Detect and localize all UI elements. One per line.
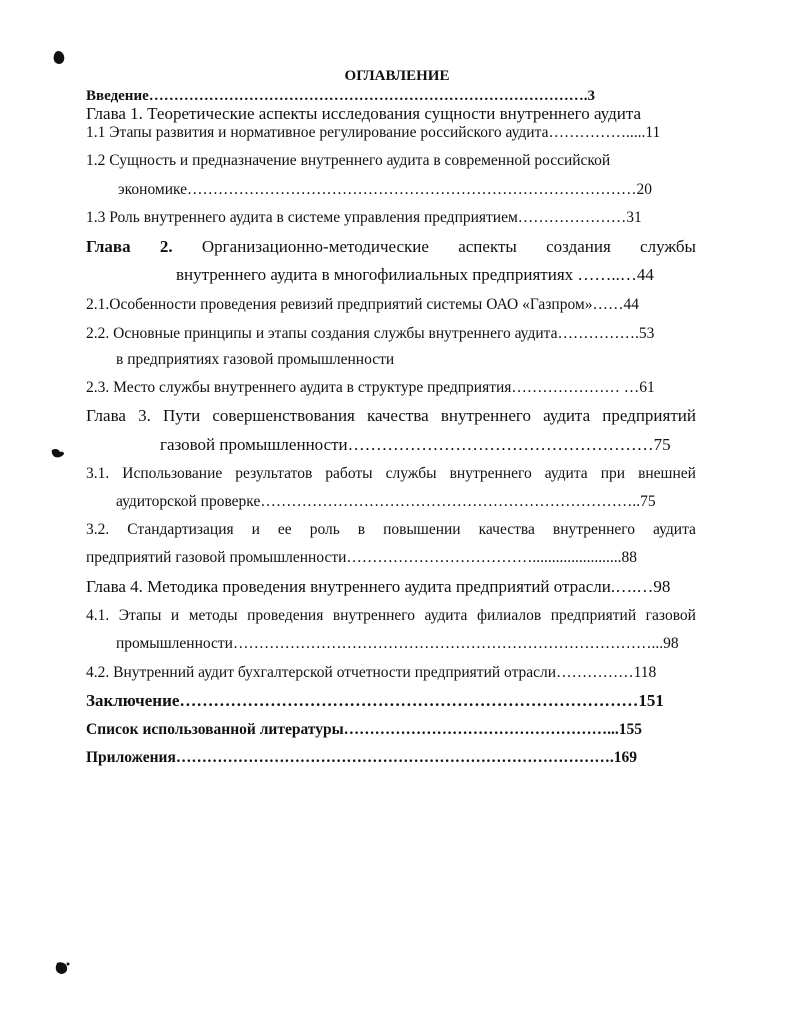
toc-section-2-3: 2.3. Место службы внутреннего аудита в структуре предприятия………………… …61 <box>86 379 655 396</box>
word: аудита <box>424 607 468 624</box>
toc-section-4-2: 4.2. Внутренний аудит бухгалтерской отчетности предприятий отрасли……………118 <box>86 664 657 681</box>
word: 3. <box>138 406 151 425</box>
word: аудита <box>653 521 696 538</box>
toc-chapter-2-line1 <box>86 238 696 256</box>
word: Использование <box>122 465 223 482</box>
word: службы <box>640 237 696 256</box>
word: Глава <box>86 406 126 425</box>
word: ее <box>277 521 292 538</box>
word: внутреннего <box>449 465 532 482</box>
word: филиалов <box>476 607 542 624</box>
word: внутреннего <box>552 521 636 538</box>
word: 3.2. <box>86 521 110 538</box>
word: внешней <box>638 465 696 482</box>
toc-chapter-3-line1 <box>86 407 696 425</box>
toc-conclusion: Заключение………………………………………………………………………151 <box>86 691 664 710</box>
word: Стандартизация <box>127 521 234 538</box>
ink-blot-left-middle <box>50 446 66 460</box>
toc-section-3-2-line2: предприятий газовой промышленности……………………………….......................88 <box>86 549 638 566</box>
toc-section-1-1: 1.1 Этапы развития и нормативное регулирование российского аудита…………….....11 <box>86 124 661 141</box>
toc-chapter-1: Глава 1. Теоретические аспекты исследования сущности внутреннего аудита <box>86 104 642 123</box>
toc-references: Список использованной литературы……………………………………………...155 <box>86 721 643 738</box>
ink-blot-bottom-left <box>54 960 70 976</box>
word: качества <box>478 521 535 538</box>
word: аудита <box>544 465 588 482</box>
toc-chapter-4: Глава 4. Методика проведения внутреннего аудита предприятий отрасли.….…98 <box>86 577 671 596</box>
toc-introduction: Введение…………………………………………………………………………….3 <box>86 88 596 104</box>
toc-section-3-1-line1 <box>86 465 696 483</box>
word: работы <box>325 465 373 482</box>
word: внутреннего <box>440 406 531 425</box>
toc-chapter-2-line2: внутреннего аудита в многофилиальных предприятиях ……..…44 <box>176 265 654 284</box>
word: Этапы <box>118 607 162 624</box>
word: проведения <box>247 607 324 624</box>
word: совершенствования <box>212 406 355 425</box>
toc-section-2-1: 2.1.Особенности проведения ревизий предприятий системы ОАО «Газпром»……44 <box>86 296 639 313</box>
word: предприятий <box>550 607 637 624</box>
toc-section-4-1-line1 <box>86 607 696 625</box>
word: Глава <box>86 237 131 256</box>
page-title: ОГЛАВЛЕНИЕ <box>344 68 450 84</box>
word: аудита <box>543 406 591 425</box>
toc-appendices: Приложения………………………………………………………………………….169 <box>86 749 637 766</box>
word: качества <box>367 406 429 425</box>
word: внутреннего <box>332 607 416 624</box>
word: Организационно-методические <box>201 237 429 256</box>
toc-section-2-2-line1: 2.2. Основные принципы и этапы создания службы внутреннего аудита…………….53 <box>86 325 655 342</box>
word: аспекты <box>458 237 517 256</box>
word: службы <box>385 465 437 482</box>
word: 3.1. <box>86 465 110 482</box>
word: результатов <box>235 465 313 482</box>
toc-section-4-1-line2: промышленности………………………………………………………………………...98 <box>116 635 679 652</box>
word: в <box>357 521 366 538</box>
toc-section-1-2-line1: 1.2 Сущность и предназначение внутреннего аудита в современной российской <box>86 152 611 169</box>
word: Пути <box>162 406 201 425</box>
toc-section-3-1-line2: аудиторской проверке………………………………………………………………..75 <box>116 493 656 510</box>
word: газовой <box>645 607 696 624</box>
word: предприятий <box>602 406 696 425</box>
word: методы <box>188 607 238 624</box>
word: 4.1. <box>86 607 110 624</box>
word: при <box>600 465 626 482</box>
word: и <box>251 521 260 538</box>
toc-section-2-2-line2: в предприятиях газовой промышленности <box>116 351 395 368</box>
toc-section-1-2-line2: экономике……………………………………………………………………………20 <box>118 181 653 198</box>
ink-blot-top-left <box>52 50 66 66</box>
word: роль <box>309 521 340 538</box>
toc-section-1-3: 1.3 Роль внутреннего аудита в системе управления предприятием…………………31 <box>86 209 642 226</box>
word: 2. <box>159 237 173 256</box>
toc-section-3-2-line1 <box>86 521 696 539</box>
word: и <box>170 607 180 624</box>
word: создания <box>546 237 611 256</box>
word: повышении <box>383 521 461 538</box>
toc-chapter-3-line2: газовой промышленности………………………………………………75 <box>160 435 671 454</box>
